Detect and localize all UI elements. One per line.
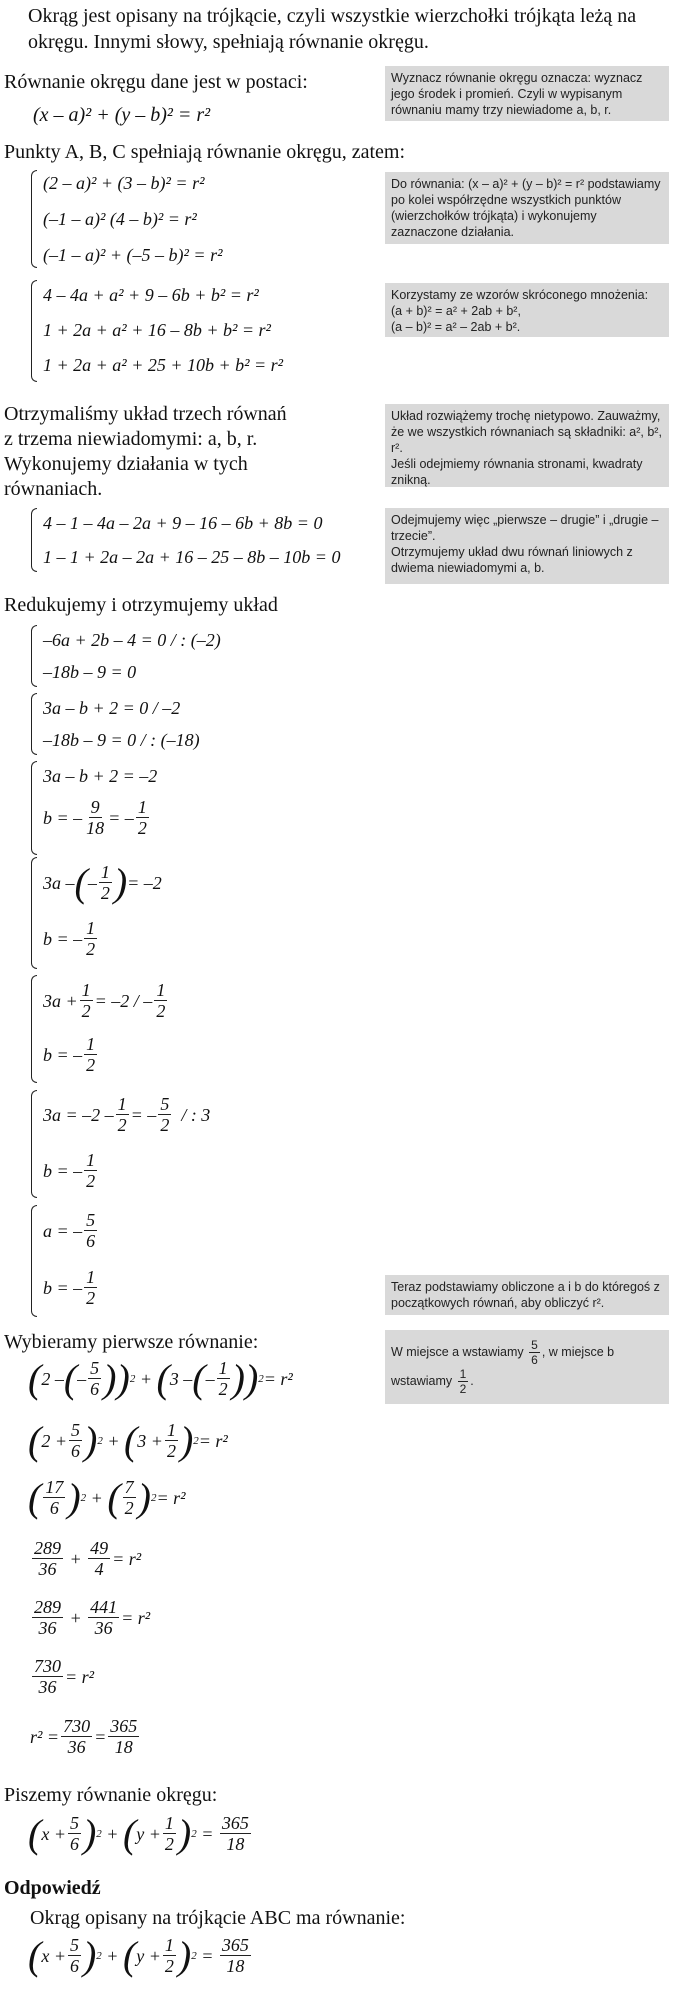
eq-part: 2 — [150, 1491, 157, 1504]
numerator: 1 — [81, 980, 91, 1000]
system1-eq: (–1 – a)² + (–5 – b)² = r² — [43, 245, 223, 265]
fraction — [32, 1538, 63, 1579]
answer-equation — [28, 1932, 253, 1978]
system3-eq: 4 – 1 – 4a – 2a + 9 – 16 – 6b + 8b = 0 — [43, 513, 323, 533]
eq-part: 2 — [258, 1372, 264, 1385]
fraction — [88, 1538, 110, 1579]
eq-part: 2 + — [41, 1430, 67, 1451]
system4-eq: –6a + 2b – 4 = 0 / : (–2) — [43, 630, 221, 650]
eq-part: 3 – — [169, 1368, 193, 1389]
brace — [31, 693, 37, 755]
numerator: 1 — [86, 918, 96, 938]
fraction — [458, 1367, 469, 1396]
note-text: Do równania: (x – a)² + (y – b)² = r² podstawiamy po kolei współrzędne wszystkich punktów (wierzchołków trójkąta) i wykonujemy zaznaczone działania. — [391, 177, 661, 239]
denominator: 36 — [94, 1618, 113, 1638]
fraction — [165, 1420, 178, 1461]
fraction — [108, 1716, 139, 1757]
system10-eq — [43, 1210, 99, 1251]
numerator: 9 — [90, 797, 100, 817]
intro-line-2: okręgu. Innymi słowy, spełniają równanie okręgu. — [28, 31, 429, 53]
system7-eq — [43, 918, 99, 959]
system7-eq — [43, 859, 162, 905]
system9-eq — [43, 1150, 99, 1191]
denominator: 2 — [156, 1001, 166, 1021]
eq-part: + — [102, 1430, 124, 1451]
eq-part: 2 — [80, 1491, 87, 1504]
numerator: 5 — [69, 1813, 79, 1833]
denominator: 6 — [69, 1956, 79, 1976]
paren: ( — [122, 1810, 137, 1856]
fraction — [163, 1813, 176, 1854]
paren: ) — [67, 1474, 81, 1520]
eq-part: = r² — [198, 1430, 228, 1451]
note-text: Jeśli odejmiemy równania stronami, kwadraty znikną. — [391, 457, 643, 487]
paren: ) — [83, 1417, 98, 1463]
fraction — [80, 980, 93, 1021]
numerator: 1 — [164, 1813, 174, 1833]
note-box-5 — [385, 508, 669, 584]
numerator: 1 — [156, 980, 166, 1000]
eq-part: 2 — [129, 1372, 136, 1385]
note-box-6 — [385, 1275, 669, 1315]
denominator: 18 — [86, 818, 105, 838]
system5-eq: –18b – 9 = 0 / : (–18) — [43, 730, 200, 750]
eq-part: + — [86, 1487, 108, 1508]
eq-part: 3a – — [43, 872, 75, 893]
fraction — [220, 1935, 251, 1976]
eq-part: = r² — [263, 1368, 293, 1389]
circle-equation-label: Równanie okręgu dane jest w postaci: — [4, 71, 308, 93]
eq-part: x + — [41, 1945, 66, 1966]
denominator: 18 — [114, 1737, 133, 1757]
system3-eq: 1 – 1 + 2a – 2a + 16 – 25 – 8b – 10b = 0 — [43, 547, 341, 567]
numerator: 1 — [164, 1935, 174, 1955]
numerator: 1 — [86, 1034, 96, 1054]
denominator: 36 — [67, 1737, 86, 1757]
paren: ) — [113, 859, 128, 905]
brace — [31, 761, 37, 855]
eq-part: = – — [130, 1104, 157, 1125]
answer-title: Odpowiedź — [4, 1877, 101, 1899]
eq-part: = r² — [65, 1666, 95, 1687]
fraction — [68, 1813, 81, 1854]
brace — [31, 1090, 37, 1198]
eq-part: = r² — [112, 1548, 142, 1569]
system10-eq — [43, 1267, 99, 1308]
system8-eq — [43, 980, 169, 1021]
numerator: 1 — [137, 797, 147, 817]
denominator: 2 — [137, 818, 147, 838]
numerator: 1 — [86, 1150, 96, 1170]
brace — [31, 975, 37, 1083]
numerator: 5 — [86, 1210, 96, 1230]
paren: ) — [116, 1355, 130, 1401]
numerator: 365 — [221, 1935, 249, 1955]
eq-part: = –2 / – — [94, 990, 153, 1011]
system1-eq: (2 – a)² + (3 – b)² = r² — [43, 173, 205, 193]
fraction — [154, 980, 167, 1021]
paragraph-line: Otrzymaliśmy układ trzech równań — [4, 403, 287, 425]
fraction — [69, 1420, 82, 1461]
fraction — [123, 1477, 136, 1518]
note-text: (a – b)² = a² – 2ab + b². — [391, 320, 521, 334]
eq-part: 3 + — [137, 1430, 163, 1451]
eq-part: r² = — [30, 1726, 60, 1747]
denominator: 2 — [86, 939, 96, 959]
paren: ) — [179, 1417, 194, 1463]
denominator: 2 — [100, 883, 110, 903]
eq-part: 2 — [193, 1434, 199, 1447]
reduce-label: Redukujemy i otrzymujemy układ — [4, 594, 278, 616]
paren: ) — [82, 1810, 97, 1856]
system8-eq — [43, 1034, 99, 1075]
numerator: 730 — [63, 1716, 91, 1736]
note-text: (a + b)² = a² + 2ab + b², — [391, 304, 521, 318]
eq-part: / : 3 — [181, 1104, 211, 1125]
brace — [31, 857, 37, 969]
eq-part: 3a = –2 – — [43, 1104, 114, 1125]
calc-line-5 — [30, 1597, 150, 1638]
brace — [31, 1205, 37, 1317]
fraction — [68, 1935, 81, 1976]
denominator: 6 — [531, 1353, 538, 1367]
fraction — [88, 1358, 101, 1399]
write-label: Piszemy równanie okręgu: — [4, 1784, 218, 1806]
numerator: 5 — [69, 1935, 79, 1955]
denominator: 18 — [226, 1956, 245, 1976]
calc-line-1 — [28, 1355, 293, 1401]
numerator: 5 — [531, 1338, 538, 1352]
numerator: 1 — [86, 1267, 96, 1287]
answer-text: Okrąg opisany na trójkącie ABC ma równanie: — [30, 1907, 406, 1929]
numerator: 289 — [34, 1597, 61, 1617]
note-box-4 — [385, 404, 669, 487]
fraction — [32, 1597, 63, 1638]
eq-part: 2 — [96, 1949, 102, 1962]
note-box-2 — [385, 172, 669, 244]
fraction — [220, 1813, 251, 1854]
fraction — [84, 1034, 97, 1075]
note-box-7 — [385, 1330, 669, 1404]
denominator: 2 — [117, 1115, 127, 1135]
eq-part: = — [94, 1726, 107, 1747]
denominator: 18 — [226, 1834, 245, 1854]
fraction — [163, 1935, 176, 1976]
paren: ( — [28, 1355, 42, 1401]
fraction — [61, 1716, 92, 1757]
paren: ( — [28, 1417, 42, 1463]
eq-part: = – — [108, 807, 134, 828]
system5-eq: 3a – b + 2 = 0 / –2 — [43, 698, 181, 718]
numerator: 7 — [124, 1477, 134, 1497]
eq-part: a = – — [43, 1220, 83, 1241]
brace — [31, 508, 37, 572]
denominator: 36 — [38, 1559, 57, 1579]
eq-part: – — [77, 1368, 87, 1389]
numerator: 1 — [459, 1367, 467, 1381]
eq-part: 2 — [96, 1827, 102, 1840]
paren: ( — [192, 1355, 206, 1401]
denominator: 4 — [94, 1559, 104, 1579]
paren: ( — [28, 1474, 42, 1520]
note-text: Odejmujemy więc „pierwsze – drugie” i „drugie – trzecie”. — [391, 513, 659, 543]
paren: ) — [82, 1932, 97, 1978]
numerator: 365 — [221, 1813, 249, 1833]
paragraph-line: równaniach. — [4, 478, 103, 500]
eq-part: b = – — [43, 1044, 83, 1065]
note-text: Korzystamy ze wzorów skróconego mnożenia: — [391, 288, 649, 302]
numerator: 1 — [100, 862, 110, 882]
system6-eq — [43, 797, 151, 838]
eq-part: = r² — [156, 1487, 186, 1508]
paren: ( — [123, 1417, 138, 1463]
numerator: 17 — [45, 1477, 64, 1497]
denominator: 2 — [86, 1288, 96, 1308]
fraction — [84, 797, 106, 838]
numerator: 1 — [218, 1358, 228, 1378]
denominator: 6 — [69, 1834, 79, 1854]
eq-part: b = – — [43, 1160, 83, 1181]
note-box-3 — [385, 283, 669, 337]
denominator: 6 — [49, 1498, 59, 1518]
eq-part: + — [101, 1945, 123, 1966]
numerator: 5 — [90, 1358, 100, 1378]
fraction — [84, 1150, 97, 1191]
eq-part: 2 — [191, 1949, 197, 1962]
eq-part: b = – — [43, 807, 83, 828]
paren: ) — [177, 1932, 192, 1978]
circle-equation-formula: (x – a)² + (y – b)² = r² — [33, 104, 211, 126]
denominator: 2 — [459, 1382, 467, 1396]
eq-part: 2 — [191, 1827, 197, 1840]
eq-part: + — [65, 1607, 87, 1628]
paren: ( — [28, 1932, 42, 1978]
fraction — [217, 1358, 230, 1399]
denominator: 2 — [218, 1379, 228, 1399]
numerator: 5 — [160, 1094, 170, 1114]
system1-eq: (–1 – a)² (4 – b)² = r² — [43, 209, 197, 229]
paren: ( — [74, 859, 88, 905]
eq-part: x + — [41, 1823, 66, 1844]
eq-part: y + — [136, 1945, 161, 1966]
fraction — [88, 1597, 119, 1638]
paren: ) — [231, 1355, 245, 1401]
brace — [31, 170, 37, 268]
paren: ( — [28, 1810, 42, 1856]
paragraph-line: Wykonujemy działania w tych — [4, 453, 248, 475]
eq-part: + — [135, 1368, 157, 1389]
note-text: W miejsce a wstawiamy $\frac{5}{6}$ , w miejsce b wstawiamy $\frac{1}{2}$ . — [391, 1338, 615, 1396]
note-text: Wyznacz równanie okręgu oznacza: wyznacz jego środek i promień. Czyli w wypisanym równaniu mamy trzy niewiadome a, b, r. — [391, 71, 643, 117]
paren: ) — [244, 1355, 259, 1401]
system6-eq: 3a – b + 2 = –2 — [43, 766, 158, 786]
system2-eq: 1 + 2a + a² + 16 – 8b + b² = r² — [43, 320, 271, 340]
eq-part: = r² — [121, 1607, 151, 1628]
denominator: 2 — [86, 1171, 96, 1191]
eq-part: – — [205, 1368, 215, 1389]
paren: ( — [63, 1355, 78, 1401]
numerator: 441 — [90, 1597, 118, 1617]
note-box-1 — [385, 66, 669, 121]
system4-eq: –18b – 9 = 0 — [43, 662, 137, 682]
numerator: 5 — [70, 1420, 80, 1440]
denominator: 6 — [70, 1441, 80, 1461]
numerator: 1 — [117, 1094, 127, 1114]
note-text: Teraz podstawiamy obliczone a i b do któregoś z początkowych równań, aby obliczyć r². — [391, 1280, 660, 1310]
eq-part: + — [101, 1823, 123, 1844]
eq-part: 2 – — [41, 1368, 64, 1389]
denominator: 36 — [38, 1618, 57, 1638]
points-label: Punkty A, B, C spełniają równanie okręgu, zatem: — [4, 141, 406, 163]
fraction — [84, 1210, 97, 1251]
denominator: 2 — [166, 1441, 176, 1461]
fraction — [136, 797, 149, 838]
fraction — [43, 1477, 65, 1518]
eq-part: = — [196, 1945, 218, 1966]
denominator: 2 — [164, 1834, 174, 1854]
numerator: 1 — [166, 1420, 176, 1440]
eq-part: = –2 — [127, 872, 162, 893]
system9-eq — [43, 1094, 210, 1135]
calc-line-4 — [30, 1538, 141, 1579]
first-eq-label: Wybieramy pierwsze równanie: — [4, 1331, 259, 1353]
system2-eq: 1 + 2a + a² + 25 + 10b + b² = r² — [43, 355, 284, 375]
denominator: 6 — [86, 1231, 96, 1251]
note-part: W miejsce a wstawiamy — [391, 1344, 524, 1359]
paren: ( — [107, 1474, 121, 1520]
paren: ) — [177, 1810, 192, 1856]
final-equation — [28, 1810, 253, 1856]
calc-line-3 — [28, 1474, 186, 1520]
fraction — [99, 862, 112, 903]
intro-line-1: Okrąg jest opisany na trójkącie, czyli wszystkie wierzchołki trójkąta leżą na — [28, 5, 637, 27]
fraction — [84, 1267, 97, 1308]
numerator: 365 — [110, 1716, 138, 1736]
eq-part: – — [87, 872, 97, 893]
eq-part: 3a + — [43, 990, 78, 1011]
eq-part: b = – — [43, 928, 83, 949]
calc-line-2 — [28, 1417, 228, 1463]
calc-line-6 — [30, 1656, 94, 1697]
fraction — [529, 1338, 540, 1367]
brace — [31, 625, 37, 687]
system2-eq: 4 – 4a + a² + 9 – 6b + b² = r² — [43, 285, 259, 305]
denominator: 2 — [86, 1055, 96, 1075]
calc-line-7 — [30, 1716, 141, 1757]
numerator: 49 — [90, 1538, 109, 1558]
denominator: 2 — [124, 1498, 134, 1518]
eq-part: y + — [136, 1823, 161, 1844]
brace — [31, 280, 37, 382]
numerator: 289 — [34, 1538, 61, 1558]
paren: ( — [122, 1932, 137, 1978]
eq-part: + — [65, 1548, 87, 1569]
fraction — [84, 918, 97, 959]
eq-part: 2 — [97, 1434, 103, 1447]
numerator: 730 — [34, 1656, 61, 1676]
paren: ( — [156, 1355, 170, 1401]
denominator: 6 — [90, 1379, 100, 1399]
denominator: 2 — [160, 1115, 170, 1135]
eq-part: = — [196, 1823, 218, 1844]
note-text: Układ rozwiążemy trochę nietypowo. Zauważmy, że we wszystkich równaniach są składniki: a², b², r². — [391, 409, 662, 455]
eq-part: b = – — [43, 1277, 83, 1298]
fraction — [116, 1094, 129, 1135]
note-part: , w miejsce b wstawiamy — [391, 1344, 615, 1388]
fraction — [158, 1094, 171, 1135]
paren: ) — [103, 1355, 117, 1401]
denominator: 2 — [81, 1001, 91, 1021]
note-text: Otrzymujemy układ dwu równań liniowych z dwiema niewiadomymi a, b. — [391, 545, 633, 575]
paragraph-line: z trzema niewiadomymi: a, b, r. — [4, 428, 258, 450]
denominator: 2 — [164, 1956, 174, 1976]
fraction — [32, 1656, 63, 1697]
denominator: 36 — [38, 1677, 57, 1697]
paren: ) — [137, 1474, 151, 1520]
